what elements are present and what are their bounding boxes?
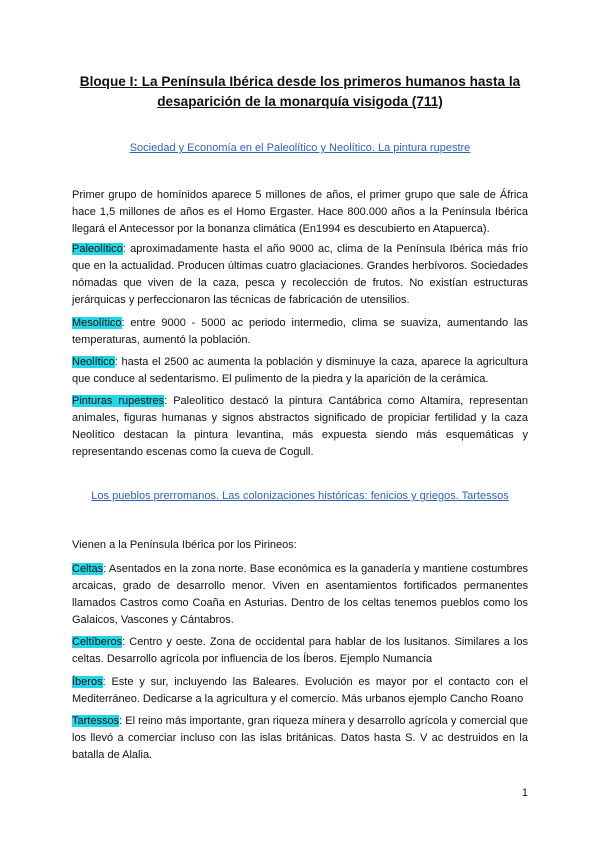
paragraph-text: : hasta el 2500 ac aumenta la población y disminuye la caza, aparece la agricultura que conduce al sedentarismo. El pulimento de la piedra y la aparición de la cerámica.: [72, 356, 528, 385]
section-2-heading: Los pueblos prerromanos. Las colonizaciones históricas: fenicios y griegos. Tartessos: [91, 490, 509, 502]
section-1-heading: Sociedad y Economía en el Paleolítico y Neolítico. La pintura rupestre: [129, 142, 471, 154]
title-line-1: Bloque I: La Península Ibérica desde los primeros humanos hasta la: [79, 74, 521, 89]
term-highlight: Mesolítico: [72, 317, 122, 329]
paragraph-text: : Asentados en la zona norte. Base económica es la ganadería y mantiene costumbres arcaicas, grado de desarrollo menor. Viven en asentamientos fortificados permanentes llamados Castros como Coaña en Asturias. Dentro de los celtas tenemos pueblos como los Galaicos, Vascones y Cántabros.: [72, 563, 528, 626]
paragraph-neolitico: [72, 354, 528, 388]
paragraph-pinturas-rupestres: [72, 393, 528, 461]
paragraph-text: : El reino más importante, gran riqueza minera y desarrollo agrícola y comercial que los llevó a comerciar incluso con las islas británicas. Datos hasta S. V ac destruidos en la batalla de Alalia.: [72, 715, 528, 761]
page-number: 1: [521, 787, 528, 799]
paragraph-paleolitico: [72, 241, 528, 309]
term-highlight: Celtas: [72, 563, 104, 575]
paragraph-text: : Paleolítico destacó la pintura Cantábrica como Altamira, representan animales, figuras humanas y signos abstractos significado de propiciar fertilidad y la caza Neolítico destacan la pintura levantina, más expuesta siendo más esquemáticas y representando escenas como la cueva de Cogull.: [72, 395, 528, 458]
term-highlight: Tartessos: [72, 715, 120, 727]
term-highlight: Celtíberos: [72, 636, 123, 648]
term-highlight: Pinturas rupestres: [72, 395, 165, 407]
intro-paragraph: Primer grupo de homínidos aparece 5 millones de años, el primer grupo que sale de África hace 1,5 millones de años es el Homo Ergaster. Hace 800.000 años a la Península Ibérica llegará el Antecessor por la bonanza climática (En1994 es descubierto en Atapuerca).: [72, 189, 528, 235]
term-highlight: Neolítico: [72, 356, 115, 368]
paragraph-text: : entre 9000 - 5000 ac periodo intermedio, clima se suaviza, aumentando las temperaturas, aumentó la población.: [72, 317, 528, 346]
paragraph-iberos: [72, 674, 528, 708]
paragraph-text: : aproximadamente hasta el año 9000 ac, clima de la Península Ibérica más frío que en la actualidad. Producen últimas cuatro glaciaciones. Grandes herbívoros. Sociedades nómadas que viven de la caza, pesca y recolección de frutos. No existían estructuras jerárquicas y perfeccionaron las técnicas de fabricación de utensilios.: [72, 243, 528, 306]
term-highlight: Íberos: [72, 676, 103, 688]
term-highlight: Paleolítico: [72, 243, 123, 255]
paragraph-tartessos: [72, 713, 528, 764]
paragraph-text: : Centro y oeste. Zona de occidental para hablar de los lusitanos. Similares a los celtas. Desarrollo agrícola por influencia de los Íberos. Ejemplo Numancia: [72, 636, 528, 665]
paragraph-celtiberos: [72, 634, 528, 668]
paragraph-celtas: [72, 561, 528, 629]
title-line-2: desaparición de la monarquía visigoda (711): [157, 94, 443, 109]
page-title: [60, 72, 540, 112]
paragraph-text: : Este y sur, incluyendo las Baleares. Evolución es mayor por el contacto con el Mediterráneo. Dedicarse a la agricultura y el comercio. Más urbanos ejemplo Cancho Roano: [72, 676, 528, 705]
section-2-intro: Vienen a la Península Ibérica por los Pirineos:: [72, 539, 297, 551]
paragraph-mesolitico: [72, 315, 528, 349]
